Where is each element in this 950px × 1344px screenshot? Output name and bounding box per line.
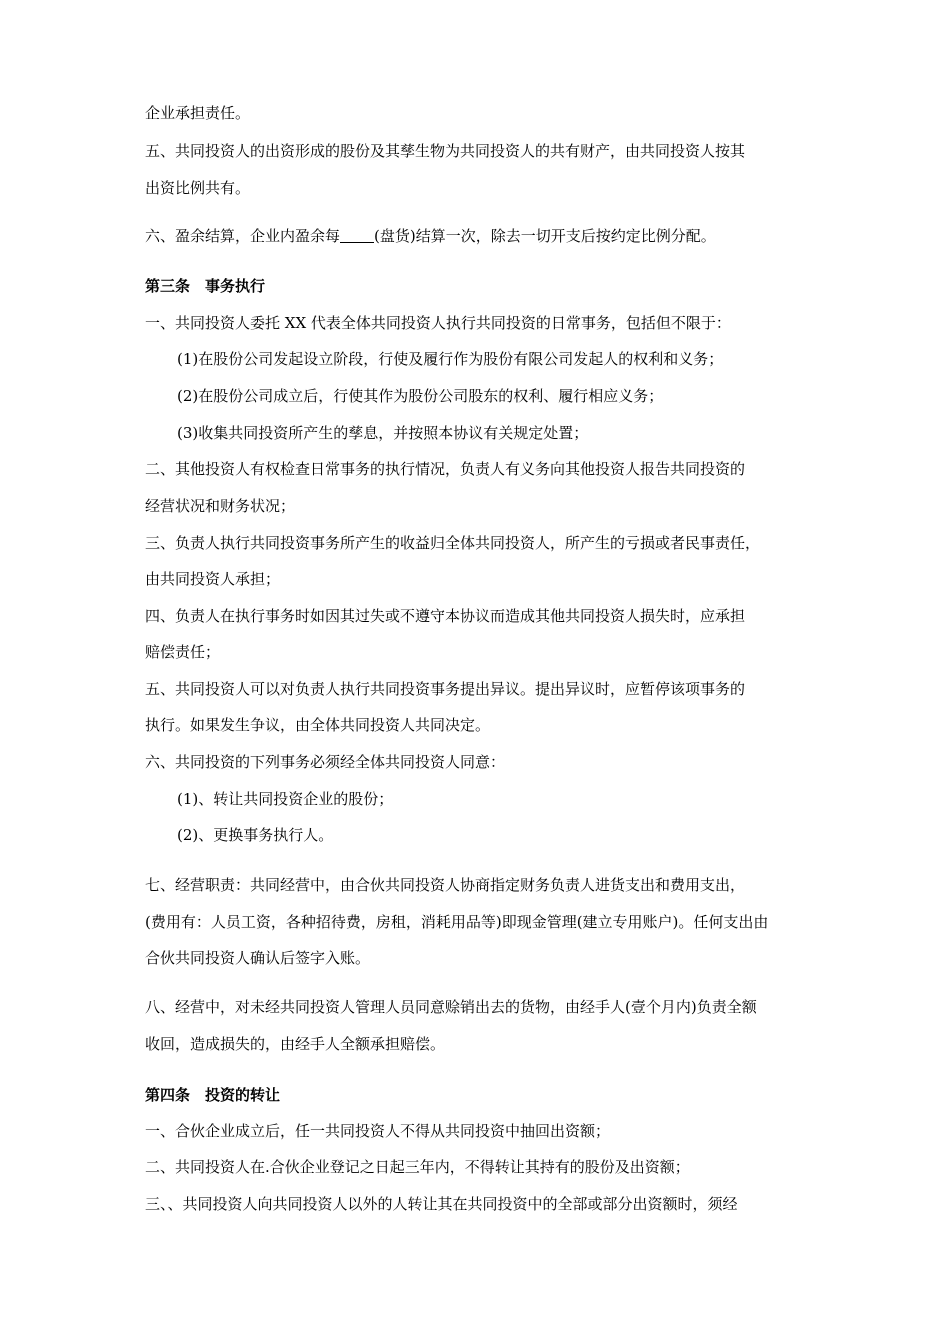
paragraph-line: 五、共同投资人可以对负责人执行共同投资事务提出异议。提出异议时，应暂停该项事务的 [145, 680, 746, 698]
paragraph-line: 收回，造成损失的，由经手人全额承担赔偿。 [145, 1035, 446, 1053]
paragraph-line: 三、、共同投资人向共同投资人以外的人转让其在共同投资中的全部或部分出资额时，须经 [145, 1195, 738, 1213]
section-heading: 第三条 事务执行 [145, 277, 266, 295]
sub-item: (2)、更换事务执行人。 [177, 826, 334, 844]
paragraph-line: 七、经营职责：共同经营中，由合伙共同投资人协商指定财务负责人进货支出和费用支出， [145, 876, 746, 894]
paragraph-line: 三、负责人执行共同投资事务所产生的收益归全体共同投资人，所产生的亏损或者民事责任， [145, 534, 761, 552]
paragraph-line [145, 226, 716, 246]
sub-item: (1)在股份公司发起设立阶段，行使及履行作为股份有限公司发起人的权利和义务； [177, 350, 724, 368]
item6-prefix: 六、盈余结算，企业内盈余每 [145, 227, 341, 245]
paragraph-line: 五、共同投资人的出资形成的股份及其孳生物为共同投资人的共有财产，由共同投资人按其 [145, 142, 746, 160]
paragraph-line: 经营状况和财务状况； [145, 497, 296, 515]
paragraph-line: 合伙共同投资人确认后签字入账。 [145, 949, 371, 967]
paragraph-line: 六、共同投资的下列事务必须经全体共同投资人同意： [145, 753, 506, 771]
paragraph-line: 一、共同投资人委托 XX 代表全体共同投资人执行共同投资的日常事务，包括但不限于： [145, 314, 731, 332]
item6-suffix: (盘货)结算一次，除去一切开支后按约定比例分配。 [374, 227, 716, 245]
paragraph-line: 由共同投资人承担； [145, 570, 281, 588]
sub-item: (1)、转让共同投资企业的股份； [177, 790, 394, 808]
paragraph-line: 二、其他投资人有权检查日常事务的执行情况，负责人有义务向其他投资人报告共同投资的 [145, 460, 746, 478]
paragraph-line: 赔偿责任； [145, 643, 221, 661]
paragraph-line: (费用有：人员工资，各种招待费，房租，消耗用品等)即现金管理(建立专用账户)。任何支出由 [145, 913, 769, 931]
paragraph-line: 一、合伙企业成立后，任一共同投资人不得从共同投资中抽回出资额； [145, 1122, 611, 1140]
section-heading: 第四条 投资的转让 [145, 1086, 281, 1104]
paragraph-line: 八、经营中，对未经共同投资人管理人员同意赊销出去的货物，由经手人(壹个月内)负责全额 [145, 998, 757, 1016]
paragraph-line: 执行。如果发生争议，由全体共同投资人共同决定。 [145, 716, 491, 734]
paragraph-line: 四、负责人在执行事务时如因其过失或不遵守本协议而造成其他共同投资人损失时，应承担 [145, 607, 746, 625]
fill-in-blank [340, 228, 374, 243]
paragraph-line: 企业承担责任。 [145, 104, 251, 122]
paragraph-line: 出资比例共有。 [145, 179, 251, 197]
paragraph-line: 二、共同投资人在.合伙企业登记之日起三年内，不得转让其持有的股份及出资额； [145, 1158, 690, 1176]
sub-item: (2)在股份公司成立后，行使其作为股份公司股东的权利、履行相应义务； [177, 387, 664, 405]
sub-item: (3)收集共同投资所产生的孳息，并按照本协议有关规定处置； [177, 424, 589, 442]
